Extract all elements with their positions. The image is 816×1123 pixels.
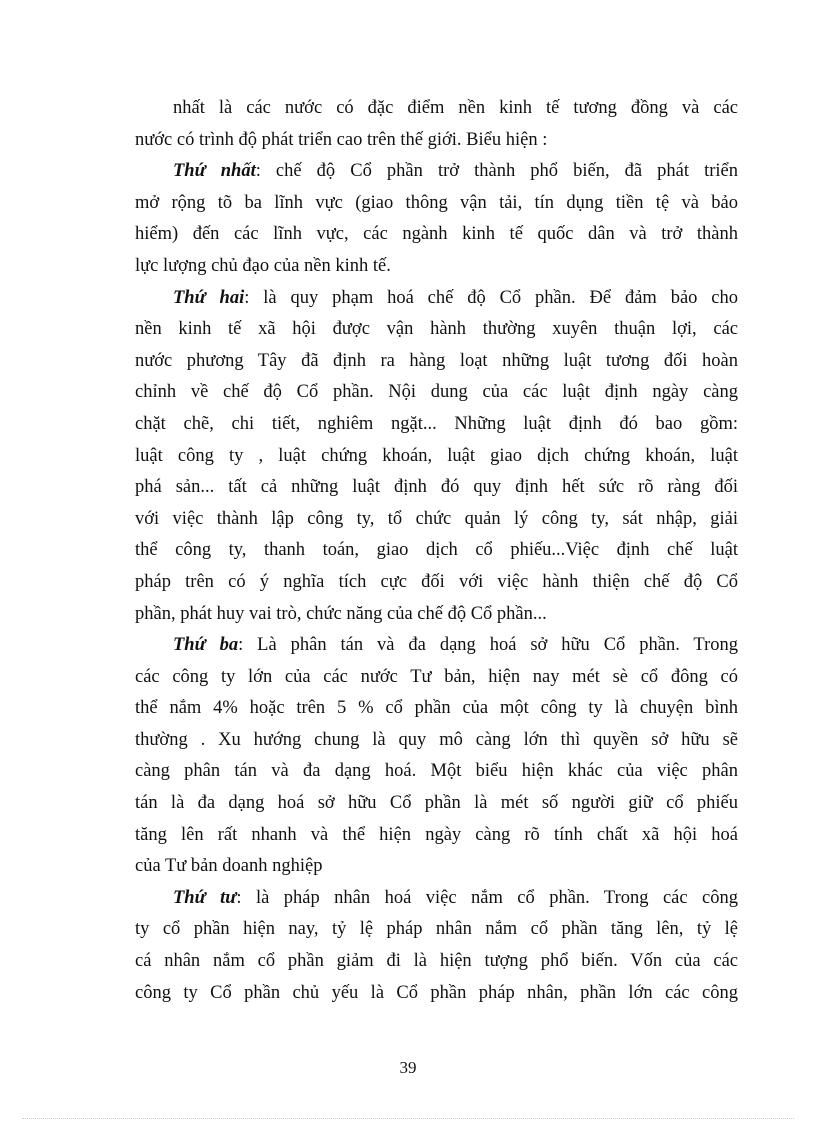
text-run: : chế độ Cổ phần trở thành phổ biến, đã phát triển <box>255 161 738 182</box>
paragraph-lead: Thứ tư <box>173 887 237 908</box>
text-line: chặt chẽ, chi tiết, nghiêm ngặt... Những luật định đó bao gồm: <box>135 413 738 434</box>
text-run: : là pháp nhân hoá việc nắm cổ phần. Trong các công <box>236 887 738 908</box>
text-line: nước phương Tây đã định ra hàng loạt những luật tương đối hoàn <box>135 350 738 371</box>
paragraph-lead: Thứ ba <box>173 635 239 656</box>
text-line: pháp trên có ý nghĩa tích cực đối với việc hành thiện chế độ Cổ <box>135 571 738 592</box>
paragraph-thu-nhat <box>135 156 738 282</box>
paragraph-lead: Thứ hai <box>173 287 245 308</box>
text-line: công ty Cổ phần chủ yếu là Cổ phần pháp nhân, phần lớn các công <box>135 982 738 1003</box>
text-line: thường . Xu hướng chung là quy mô càng lớn thì quyền sở hữu sẽ <box>135 729 738 750</box>
text-line: của Tư bản doanh nghiệp <box>135 856 323 877</box>
text-run: : Là phân tán và đa dạng hoá sở hữu Cổ phần. Trong <box>238 635 738 656</box>
text-line: tăng lên rất nhanh và thể hiện ngày càng rõ tính chất xã hội hoá <box>135 824 738 845</box>
text-line <box>135 283 738 315</box>
text-line: phá sản... tất cả những luật định đó quy định hết sức rõ ràng đối <box>135 477 738 498</box>
text-line: chỉnh về chế độ Cổ phần. Nội dung của các luật định ngày càng <box>135 382 738 403</box>
text-line: với việc thành lập công ty, tổ chức quản lý công ty, sát nhập, giải <box>135 508 738 529</box>
paragraph-thu-tu <box>135 883 738 1009</box>
footer-divider <box>22 1118 794 1119</box>
text-line: nước có trình độ phát triển cao trên thế giới. Biểu hiện : <box>135 129 548 150</box>
text-line: phần, phát huy vai trò, chức năng của chế độ Cổ phần... <box>135 603 547 624</box>
text-line: hiểm) đến các lĩnh vực, các ngành kinh tế quốc dân và trở thành <box>135 224 738 245</box>
paragraph-thu-ba <box>135 630 738 883</box>
body-text <box>135 93 738 1009</box>
text-line <box>135 156 738 188</box>
page-number: 39 <box>399 1058 417 1077</box>
text-line: cá nhân nắm cổ phần giảm đi là hiện tượng phổ biến. Vốn của các <box>135 951 738 972</box>
paragraph-lead: Thứ nhất <box>173 161 256 182</box>
text-line <box>135 630 738 662</box>
text-line: ty cổ phần hiện nay, tỷ lệ pháp nhân nắm cổ phần tăng lên, tỷ lệ <box>135 919 738 940</box>
text-line: lực lượng chủ đạo của nền kinh tế. <box>135 255 391 276</box>
text-line: mở rộng tõ ba lĩnh vực (giao thông vận tải, tín dụng tiền tệ và bảo <box>135 192 738 213</box>
text-line: tán là đa dạng hoá sở hữu Cổ phần là mét số người giữ cổ phiếu <box>135 793 738 814</box>
paragraph-thu-hai <box>135 283 738 631</box>
text-line: các công ty lớn của các nước Tư bản, hiện nay mét sè cổ đông có <box>135 666 738 687</box>
paragraph-continuation <box>135 93 738 156</box>
text-run: : là quy phạm hoá chế độ Cổ phần. Để đảm bảo cho <box>244 287 738 308</box>
text-line: nền kinh tế xã hội được vận hành thường xuyên thuận lợi, các <box>135 319 738 340</box>
text-line: luật công ty , luật chứng khoán, luật giao dịch chứng khoán, luật <box>135 445 738 466</box>
text-line: càng phân tán và đa dạng hoá. Một biểu hiện khác của việc phân <box>135 761 738 782</box>
text-line: thể nắm 4% hoặc trên 5 % cổ phần của một công ty là chuyện bình <box>135 698 738 719</box>
text-line: thể công ty, thanh toán, giao dịch cổ phiếu...Việc định chế luật <box>135 540 738 561</box>
text-line: nhất là các nước có đặc điểm nền kinh tế tương đồng và các <box>173 98 738 118</box>
text-line <box>135 883 738 915</box>
